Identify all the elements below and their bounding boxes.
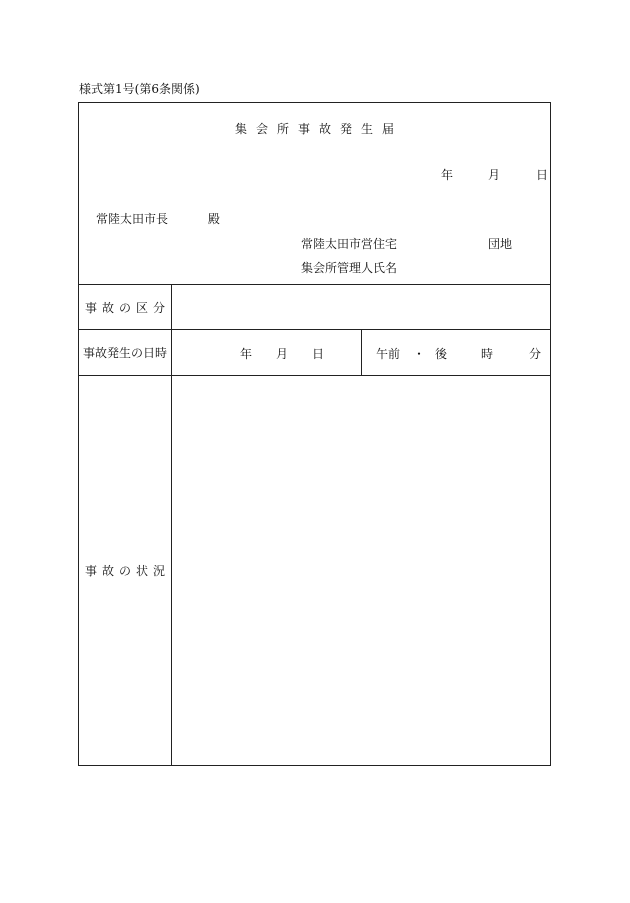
dt-am-label: 午前: [376, 347, 401, 361]
form-number: 様式第1号(第6条関係): [79, 82, 200, 96]
date-month-label: 月: [488, 168, 501, 182]
addressee: [96, 210, 220, 227]
addressee-name: 常陸太田市長: [96, 212, 169, 226]
accident-datetime-field[interactable]: [172, 330, 550, 375]
dt-separator: ・: [413, 347, 426, 361]
dt-pm-label: 後: [435, 347, 448, 361]
accident-situation-row: [79, 375, 550, 765]
accident-date-field[interactable]: [172, 330, 362, 375]
date-year-label: 年: [441, 168, 454, 182]
addressee-honorific: 殿: [207, 212, 220, 226]
accident-datetime-label: 事故発生の日時: [82, 346, 167, 360]
accident-situation-label: 事故の状況: [84, 564, 170, 578]
form-header: [79, 103, 550, 284]
dt-day-label: 日: [312, 347, 325, 361]
accident-situation-label-cell: [79, 376, 172, 765]
manager-name-label: 集会所管理人氏名: [301, 261, 398, 275]
dt-minute-label: 分: [529, 347, 542, 361]
accident-category-label-cell: [79, 285, 172, 329]
accident-datetime-row: [79, 329, 550, 375]
accident-report-form: [78, 102, 551, 766]
dt-year-label: 年: [240, 347, 253, 361]
accident-category-field[interactable]: [172, 285, 550, 329]
dt-month-label: 月: [276, 347, 289, 361]
form-title: 集会所事故発生届: [234, 122, 403, 136]
danchi-label: 団地: [488, 237, 513, 251]
accident-datetime-label-cell: [79, 330, 172, 375]
accident-category-row: [79, 284, 550, 329]
accident-situation-field[interactable]: [172, 376, 550, 765]
dt-hour-label: 時: [481, 347, 494, 361]
accident-category-label: 事故の区分: [84, 300, 170, 315]
housing-label: 常陸太田市営住宅: [301, 237, 398, 251]
date-day-label: 日: [536, 168, 549, 182]
